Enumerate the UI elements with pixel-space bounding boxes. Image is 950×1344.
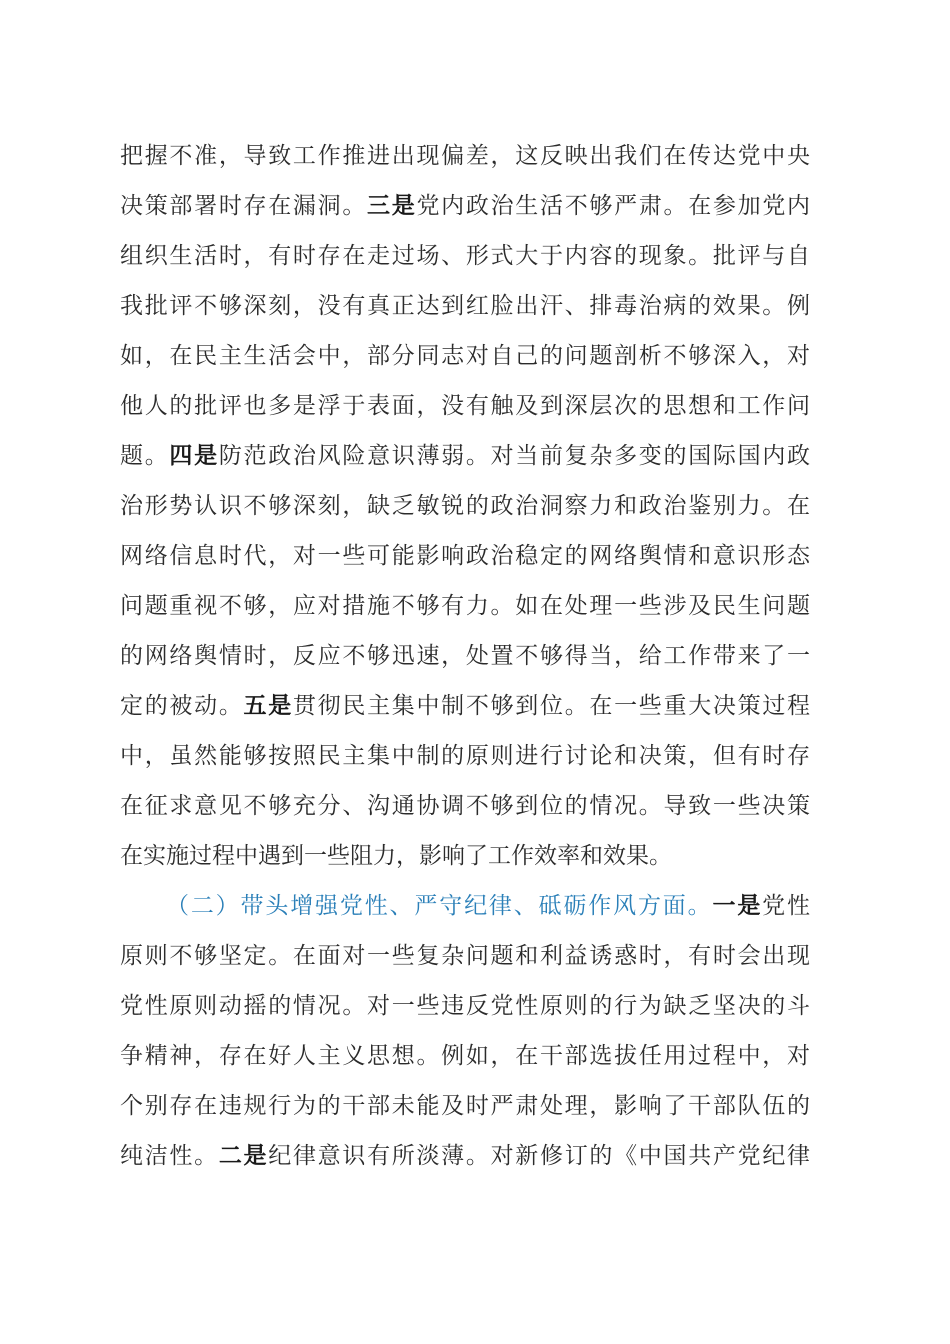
text-line: 他人的批评也多是浮于表面，没有触及到深层次的思想和工作问 [120,393,810,419]
text-line: 党性原则动摇的情况。对一些违反党性原则的行为缺乏坚决的斗 [120,993,810,1019]
text-line: 如，在民主生活会中，部分同志对自己的问题剖析不够深入，对 [120,343,810,369]
text-line: 治形势认识不够深刻，缺乏敏锐的政治洞察力和政治鉴别力。在 [120,493,810,519]
text-line: 纯洁性。二是纪律意识有所淡薄。对新修订的《中国共产党纪律 [120,1142,811,1169]
point-marker-five: 五是 [243,692,293,719]
text-line: 定的被动。五是贯彻民主集中制不够到位。在一些重大决策过程 [120,692,811,719]
text-line: 把握不准，导致工作推进出现偏差，这反映出我们在传达党中央 [120,143,810,169]
body-text [120,131,820,1181]
text-line: 决策部署时存在漏洞。三是党内政治生活不够严肃。在参加党内 [120,192,811,219]
point-marker-three: 三是 [367,192,417,219]
text-line: 在征求意见不够充分、沟通协调不够到位的情况。导致一些决策 [120,793,810,819]
text-line: 争精神，存在好人主义思想。例如，在干部选拔任用过程中，对 [120,1043,810,1069]
point-marker-four: 四是 [169,442,219,469]
text-line: 在实施过程中遇到一些阻力，影响了工作效率和效果。 [120,843,672,869]
section-heading: （二）带头增强党性、严守纪律、砥砺作风方面。 [166,893,713,919]
text-line: 我批评不够深刻，没有真正达到红脸出汗、排毒治病的效果。例 [120,293,810,319]
point-marker-two: 二是 [218,1142,269,1169]
text-line: 原则不够坚定。在面对一些复杂问题和利益诱惑时，有时会出现 [120,943,810,969]
text-line: 问题重视不够，应对措施不够有力。如在处理一些涉及民生问题 [120,593,810,619]
text-line: 网络信息时代，对一些可能影响政治稳定的网络舆情和意识形态 [120,543,810,569]
point-marker-one: 一是 [712,892,763,919]
text-line: 的网络舆情时，反应不够迅速，处置不够得当，给工作带来了一 [120,643,810,669]
text-line: 个别存在违规行为的干部未能及时严肃处理，影响了干部队伍的 [120,1093,810,1119]
text-line: 组织生活时，有时存在走过场、形式大于内容的现象。批评与自 [120,243,810,269]
text-line: 题。四是防范政治风险意识薄弱。对当前复杂多变的国际国内政 [120,442,811,469]
text-line: 中，虽然能够按照民主集中制的原则进行讨论和决策，但有时存 [120,743,810,769]
section-heading-line: （二）带头增强党性、严守纪律、砥砺作风方面。一是党性 [166,892,811,919]
